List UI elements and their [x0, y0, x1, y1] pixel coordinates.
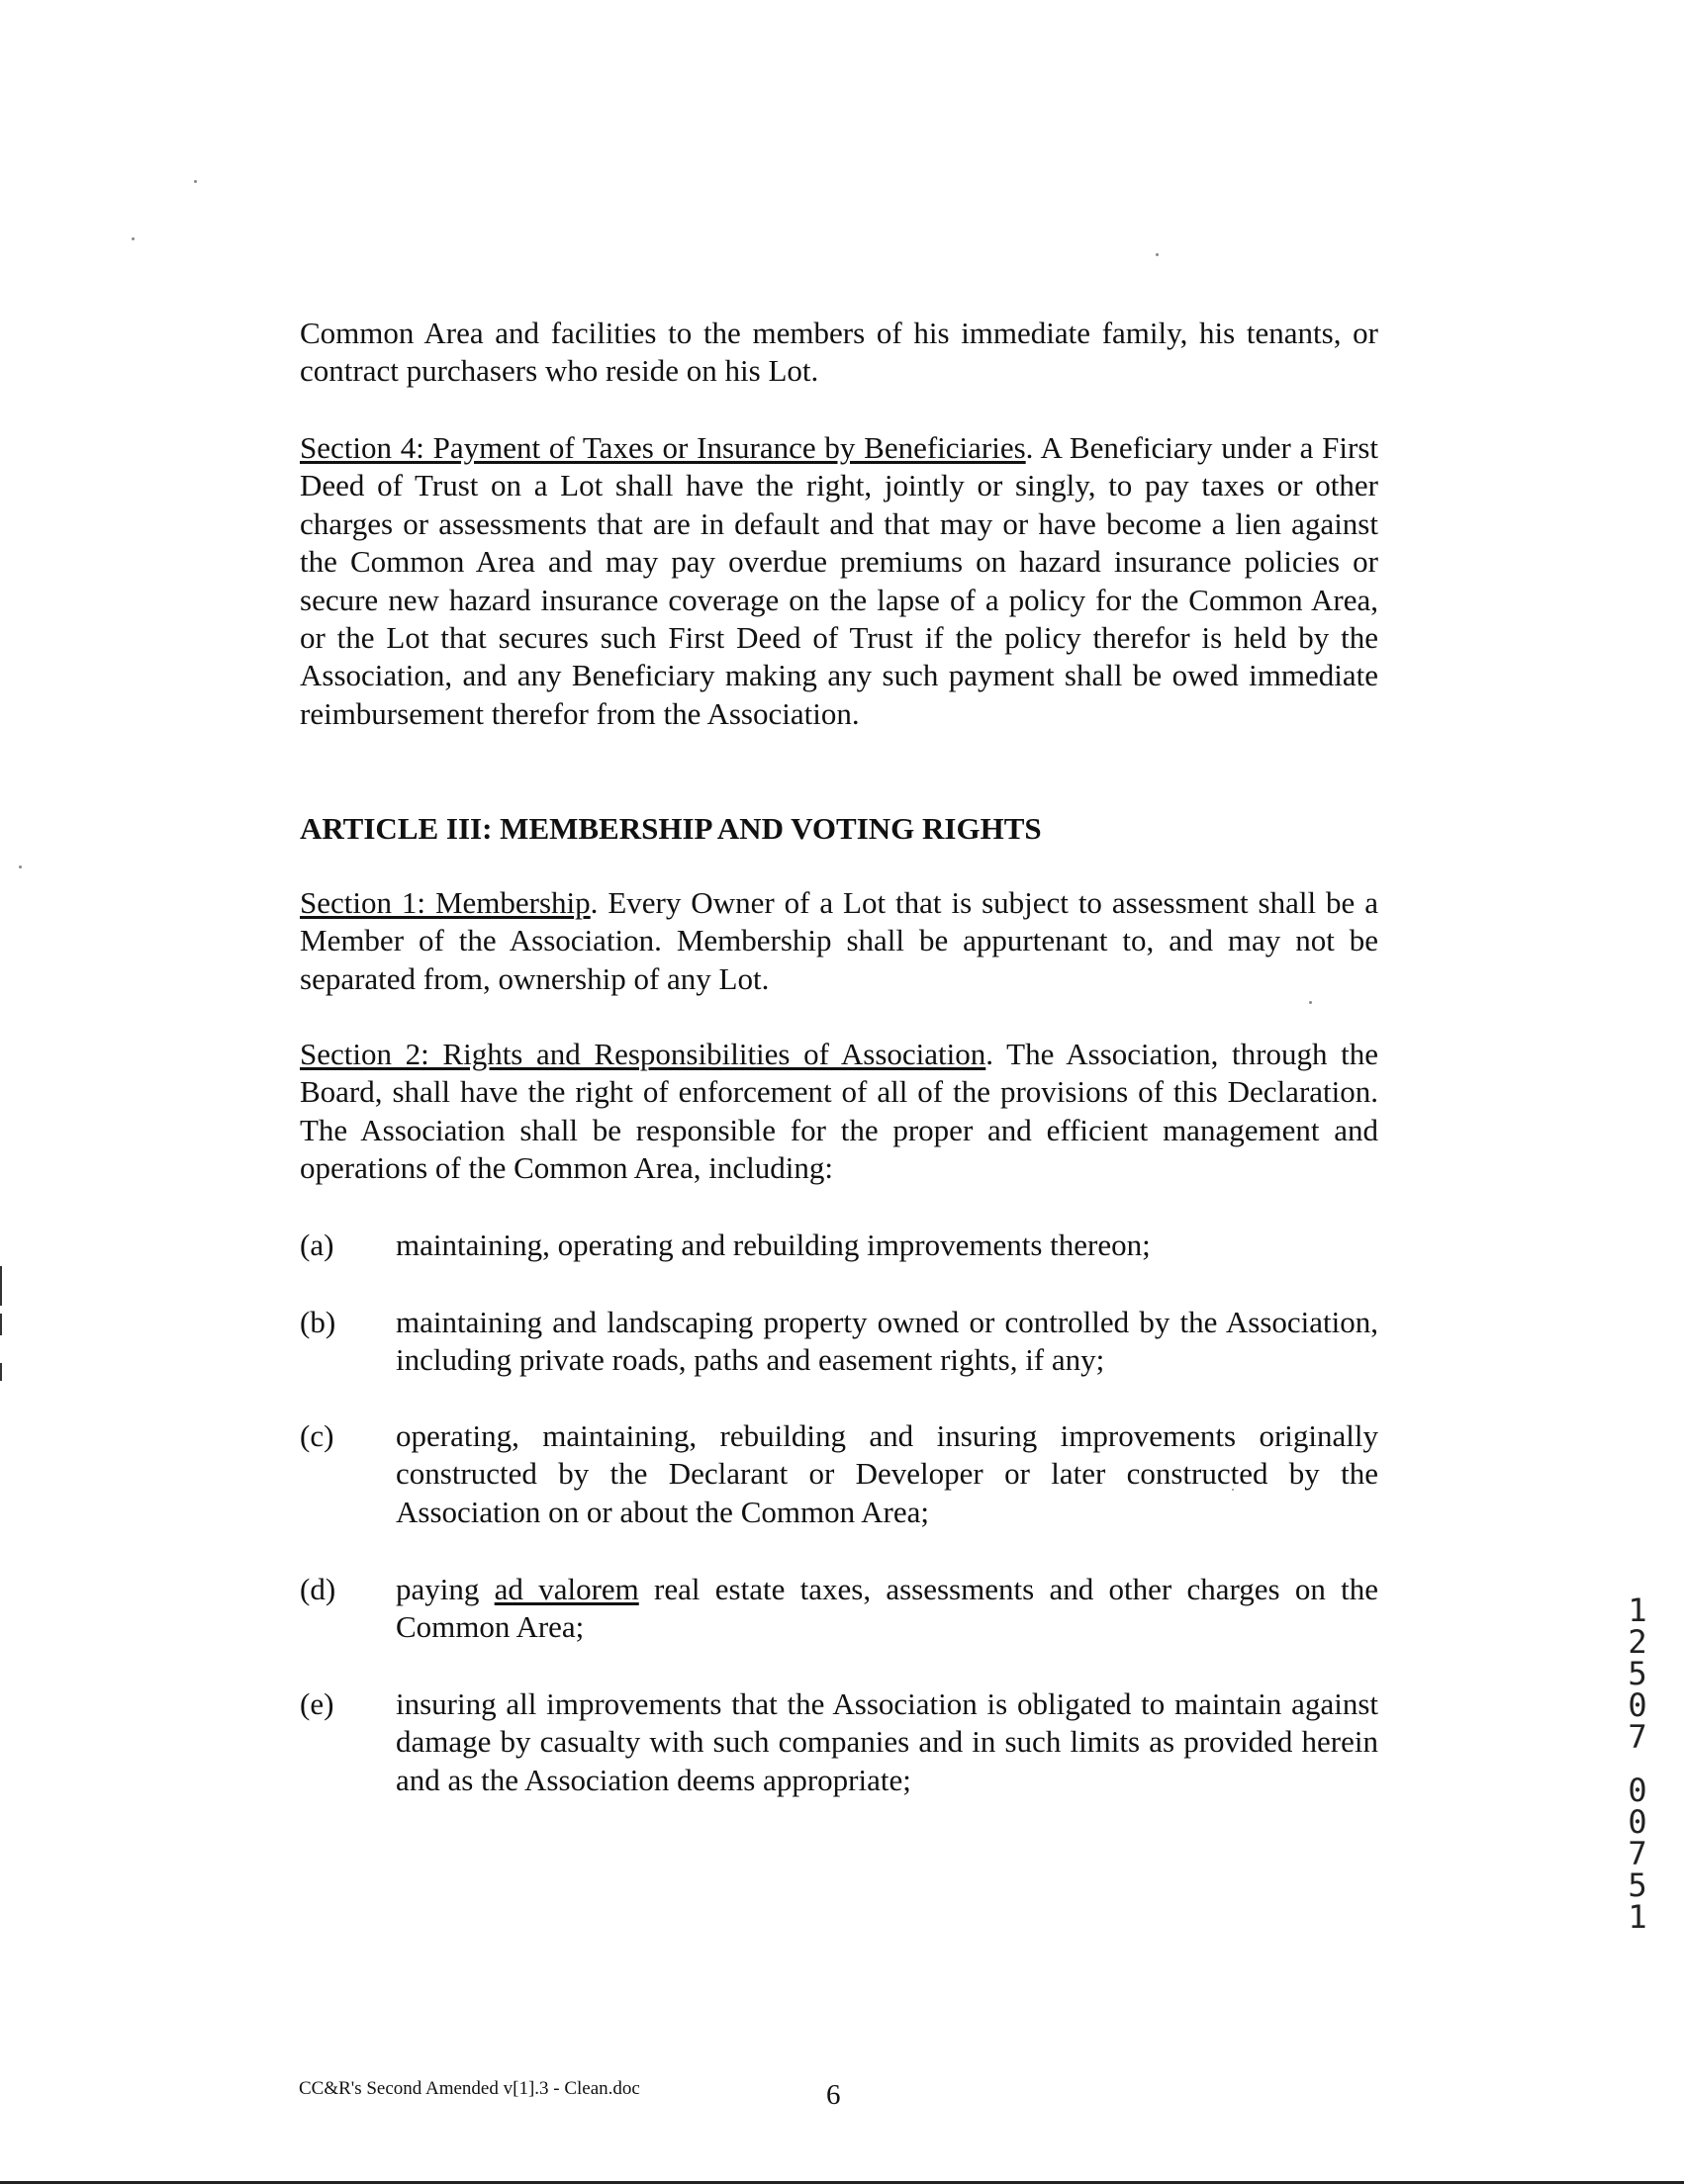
section-1-paragraph	[300, 884, 1378, 998]
scan-edge-mark	[0, 1266, 2, 1306]
stamp-digit: 1	[1628, 1898, 1647, 1936]
stamp-digit: 5	[1628, 1655, 1647, 1692]
stamp-digit: 5	[1628, 1866, 1647, 1904]
list-label: (c)	[300, 1418, 334, 1453]
scan-speck	[194, 180, 197, 183]
list-text-after: real estate taxes, assessments and other charges on the Common Area;	[396, 1572, 1378, 1645]
section-1-text	[300, 884, 1378, 998]
stamp-digit: 0	[1628, 1803, 1647, 1841]
document-stamp-number	[1623, 1592, 1652, 1936]
list-text: maintaining, operating and rebuilding improvements thereon;	[396, 1228, 1151, 1262]
footer-filename: CC&R's Second Amended v[1].3 - Clean.doc	[299, 2078, 640, 2099]
stamp-digit: 7	[1628, 1718, 1647, 1756]
stamp-digit: 0	[1628, 1686, 1647, 1724]
page-number: 6	[826, 2079, 841, 2111]
list-text	[396, 1571, 1378, 1647]
section-1-body: . Every Owner of a Lot that is subject to assessment shall be a Member of the Association. Membership shall be appurtenant to, and may not be separated from, ownership of any Lot.	[300, 885, 1378, 996]
section-2-body: . The Association, through the Board, shall have the right of enforcement of all of the provisions of this Declaration. The Association shall be responsible for the proper and efficient management and operations of the Common Area, including:	[300, 1037, 1379, 1186]
article-3-heading: ARTICLE III: MEMBERSHIP AND VOTING RIGHTS	[300, 811, 1042, 846]
list-label: (d)	[300, 1572, 336, 1606]
section-2-heading: Section 2: Rights and Responsibilities of Association	[300, 1037, 986, 1071]
list-text: maintaining and landscaping property owned or controlled by the Association, including private roads, paths and easement rights, if any;	[396, 1305, 1378, 1378]
scan-edge-mark	[0, 1363, 2, 1381]
list-label: (e)	[300, 1686, 334, 1721]
scan-edge-mark	[0, 1314, 2, 1335]
scan-speck	[132, 237, 135, 240]
section-4-body: . A Beneficiary under a First Deed of Trust on a Lot shall have the right, jointly or singly, to pay taxes or other charges or assessments that are in default and that may or have become a lien against the Common Area and may pay overdue premiums on hazard insurance policies or secure new hazard insurance coverage on the lapse of a policy for the Common Area, or the Lot that secures such First Deed of Trust if the policy therefor is held by the Association, and any Beneficiary making any such payment shall be owed immediate reimbursement therefor from the Association.	[300, 430, 1378, 731]
stamp-digit: 0	[1628, 1772, 1647, 1809]
list-text: insuring all improvements that the Association is obligated to maintain against damage by casualty with such companies and in such limits as provided herein and as the Association deems appropriate;	[396, 1686, 1378, 1797]
continuation-paragraph	[300, 315, 1378, 391]
stamp-digit: 2	[1628, 1623, 1647, 1661]
section-4-paragraph	[300, 429, 1378, 733]
stamp-digit: 7	[1628, 1835, 1647, 1872]
section-4-text	[300, 429, 1378, 733]
scan-speck	[1156, 253, 1159, 256]
section-2-text	[300, 1036, 1378, 1188]
ad-valorem-term: ad valorem	[494, 1572, 639, 1606]
list-text: operating, maintaining, rebuilding and insuring improvements originally constructed by the Declarant or Developer or later constructed by the Association on or about the Common Area;	[396, 1418, 1378, 1529]
list-label: (b)	[300, 1305, 336, 1339]
list-text-before: paying	[396, 1572, 495, 1606]
list-label: (a)	[300, 1228, 334, 1262]
scan-speck	[1309, 1001, 1312, 1004]
section-1-heading: Section 1: Membership	[300, 885, 591, 920]
section-4-heading: Section 4: Payment of Taxes or Insurance by Beneficiaries	[300, 430, 1026, 465]
stamp-digit: 1	[1628, 1592, 1647, 1629]
scan-speck	[19, 865, 22, 868]
continuation-text: Common Area and facilities to the members of his immediate family, his tenants, or contract purchasers who reside on his Lot.	[300, 316, 1378, 389]
section-2-paragraph	[300, 1036, 1378, 1188]
